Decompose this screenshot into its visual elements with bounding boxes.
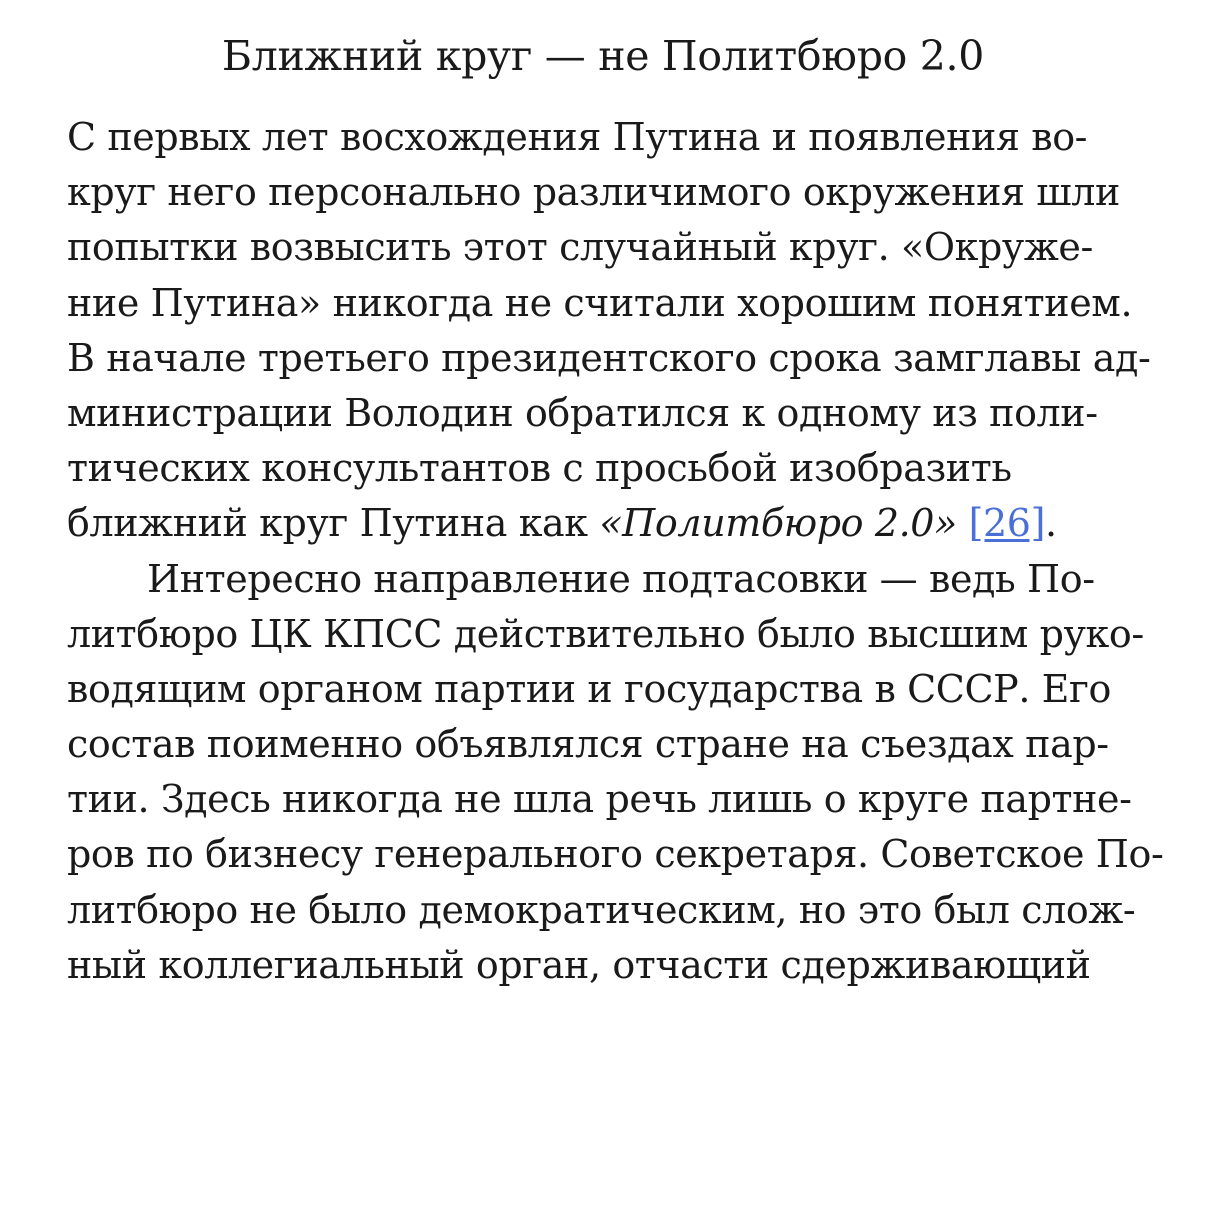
text-line: ный коллегиальный орган, отчасти сдерживающий — [67, 942, 1091, 987]
chapter-title: Ближний круг — не Политбюро 2.0 — [221, 32, 985, 80]
text-line: состав поименно объявлялся стране на съездах пар- — [67, 722, 1109, 767]
text-line: Интересно направление подтасовки — ведь По- — [147, 556, 1095, 601]
body-text — [67, 110, 1207, 993]
text-line: В начале третьего президентского срока замглавы ад- — [67, 335, 1151, 380]
text-fragment: . — [1045, 501, 1057, 546]
text-line-with-reference — [67, 496, 1207, 551]
text-line: тии. Здесь никогда не шла речь лишь о круге партне- — [67, 777, 1132, 822]
text-line: С первых лет восхождения Путина и появления во- — [67, 115, 1088, 159]
text-line: водящим органом партии и государства в СССР. Его — [67, 666, 1112, 711]
footnote-link[interactable]: [26] — [968, 501, 1046, 546]
italic-quote: «Политбюро 2.0» — [599, 501, 957, 546]
text-line: ние Путина» никогда не считали хорошим понятием. — [67, 280, 1133, 325]
text-line: ров по бизнесу генерального секретаря. Советское По- — [67, 832, 1164, 877]
text-line: попытки возвысить этот случайный круг. «Окруже- — [67, 225, 1093, 270]
text-line: круг него персонально различимого окружения шли — [67, 170, 1120, 215]
text-fragment: ближний круг Путина как — [67, 501, 600, 546]
text-line: тических консультантов с просьбой изобразить — [67, 446, 1012, 491]
text-line: литбюро ЦК КПСС действительно было высшим руко- — [67, 611, 1144, 656]
text-line: литбюро не было демократическим, но это был слож- — [67, 887, 1136, 932]
text-fragment — [957, 501, 969, 545]
text-line: министрации Володин обратился к одному из поли- — [67, 390, 1098, 435]
